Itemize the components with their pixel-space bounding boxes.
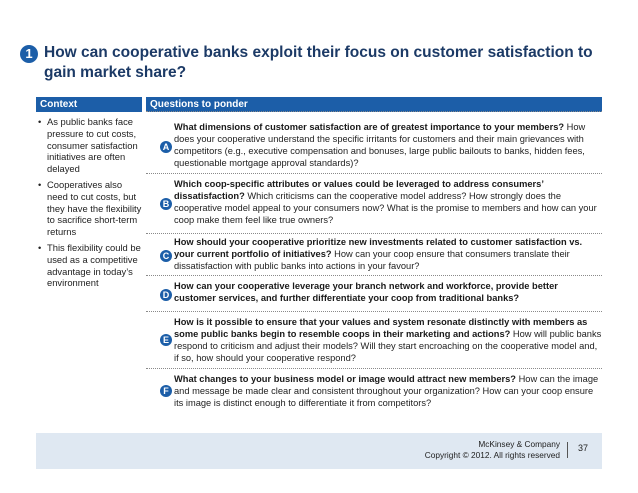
question-text — [174, 374, 602, 410]
question-badge: B — [160, 198, 172, 210]
question-bold: Which coop-specific attributes or values could be leveraged to address consumers’ dissatisfaction? — [174, 179, 544, 201]
footer-divider — [567, 442, 568, 458]
context-header: Context — [36, 97, 142, 112]
question-badge: F — [160, 385, 172, 397]
question-row — [146, 312, 602, 369]
question-rest: How does your cooperative understand the specific irritants for customers and their main grievances with competitors (e.g., executive compensation and bonuses, large public bailouts to banks, hidden fees, questionable mortgage approval standards)? — [174, 122, 586, 168]
question-rest: How can your coop ensure that consumers translate their dissatisfaction with public banks into actions in your favour? — [174, 248, 570, 271]
context-panel — [38, 116, 142, 293]
question-bold: What dimensions of customer satisfaction are of greatest importance to your members? — [174, 122, 565, 132]
question-rest: How can the image and message be made clear and consistent throughout your organization? How can your coop ensure its image is distinct enough to differentiate it from competitors? — [174, 374, 599, 408]
question-bold: How is it possible to ensure that your values and system resonate distinctly with members as some public banks begin to resemble coops in their marketing and actions? — [174, 317, 588, 339]
footer-text — [425, 439, 560, 460]
questions-header: Questions to ponder — [146, 97, 602, 112]
copyright: Copyright © 2012. All rights reserved — [424, 449, 560, 460]
company-name: McKinsey & Company — [478, 439, 560, 449]
question-text — [174, 179, 602, 227]
question-rest: How will public banks respond to criticism and adjust their models? Will they start encroaching on the cooperative model and, if so, how should your cooperative respond? — [174, 328, 602, 363]
title-number-badge: 1 — [20, 45, 38, 63]
question-row — [146, 174, 602, 234]
question-row — [146, 117, 602, 174]
question-row — [146, 369, 602, 415]
question-badge: A — [160, 141, 172, 153]
context-bullet: • This flexibility could be used as a competitive advantage in today’s environment — [38, 242, 142, 289]
question-row — [146, 276, 602, 312]
footer-bar — [36, 433, 602, 469]
question-badge: D — [160, 289, 172, 301]
question-badge: C — [160, 250, 172, 262]
question-bold: What changes to your business model or image would attract new members? — [174, 374, 516, 384]
question-text — [174, 317, 602, 365]
context-bullet: • As public banks face pressure to cut costs, consumer satisfaction initiatives are often delayed — [38, 116, 142, 175]
question-text — [174, 237, 602, 273]
question-bold: How can your cooperative leverage your branch network and workforce, provide better customer services, and further differentiate your coop from traditional banks? — [174, 281, 558, 303]
page-number: 37 — [577, 443, 588, 453]
question-text — [174, 281, 602, 305]
context-bullet: • Cooperatives also need to cut costs, but they have the flexibility to sacrifice short-term returns — [38, 179, 142, 238]
question-rest: Which criticisms can the cooperative model address? How strongly does the cooperative model appeal to your consumers now? What is the promise to members and how can your coop make them feel like true owners? — [174, 190, 597, 225]
title-text: How can cooperative banks exploit their focus on customer satisfaction to gain market share? — [44, 44, 593, 81]
question-row — [146, 234, 602, 276]
question-bold: How should your cooperative prioritize new investments related to customer satisfaction vs. your current portfolio of initiatives? — [174, 237, 583, 259]
question-badge: E — [160, 334, 172, 346]
question-text — [174, 122, 602, 170]
